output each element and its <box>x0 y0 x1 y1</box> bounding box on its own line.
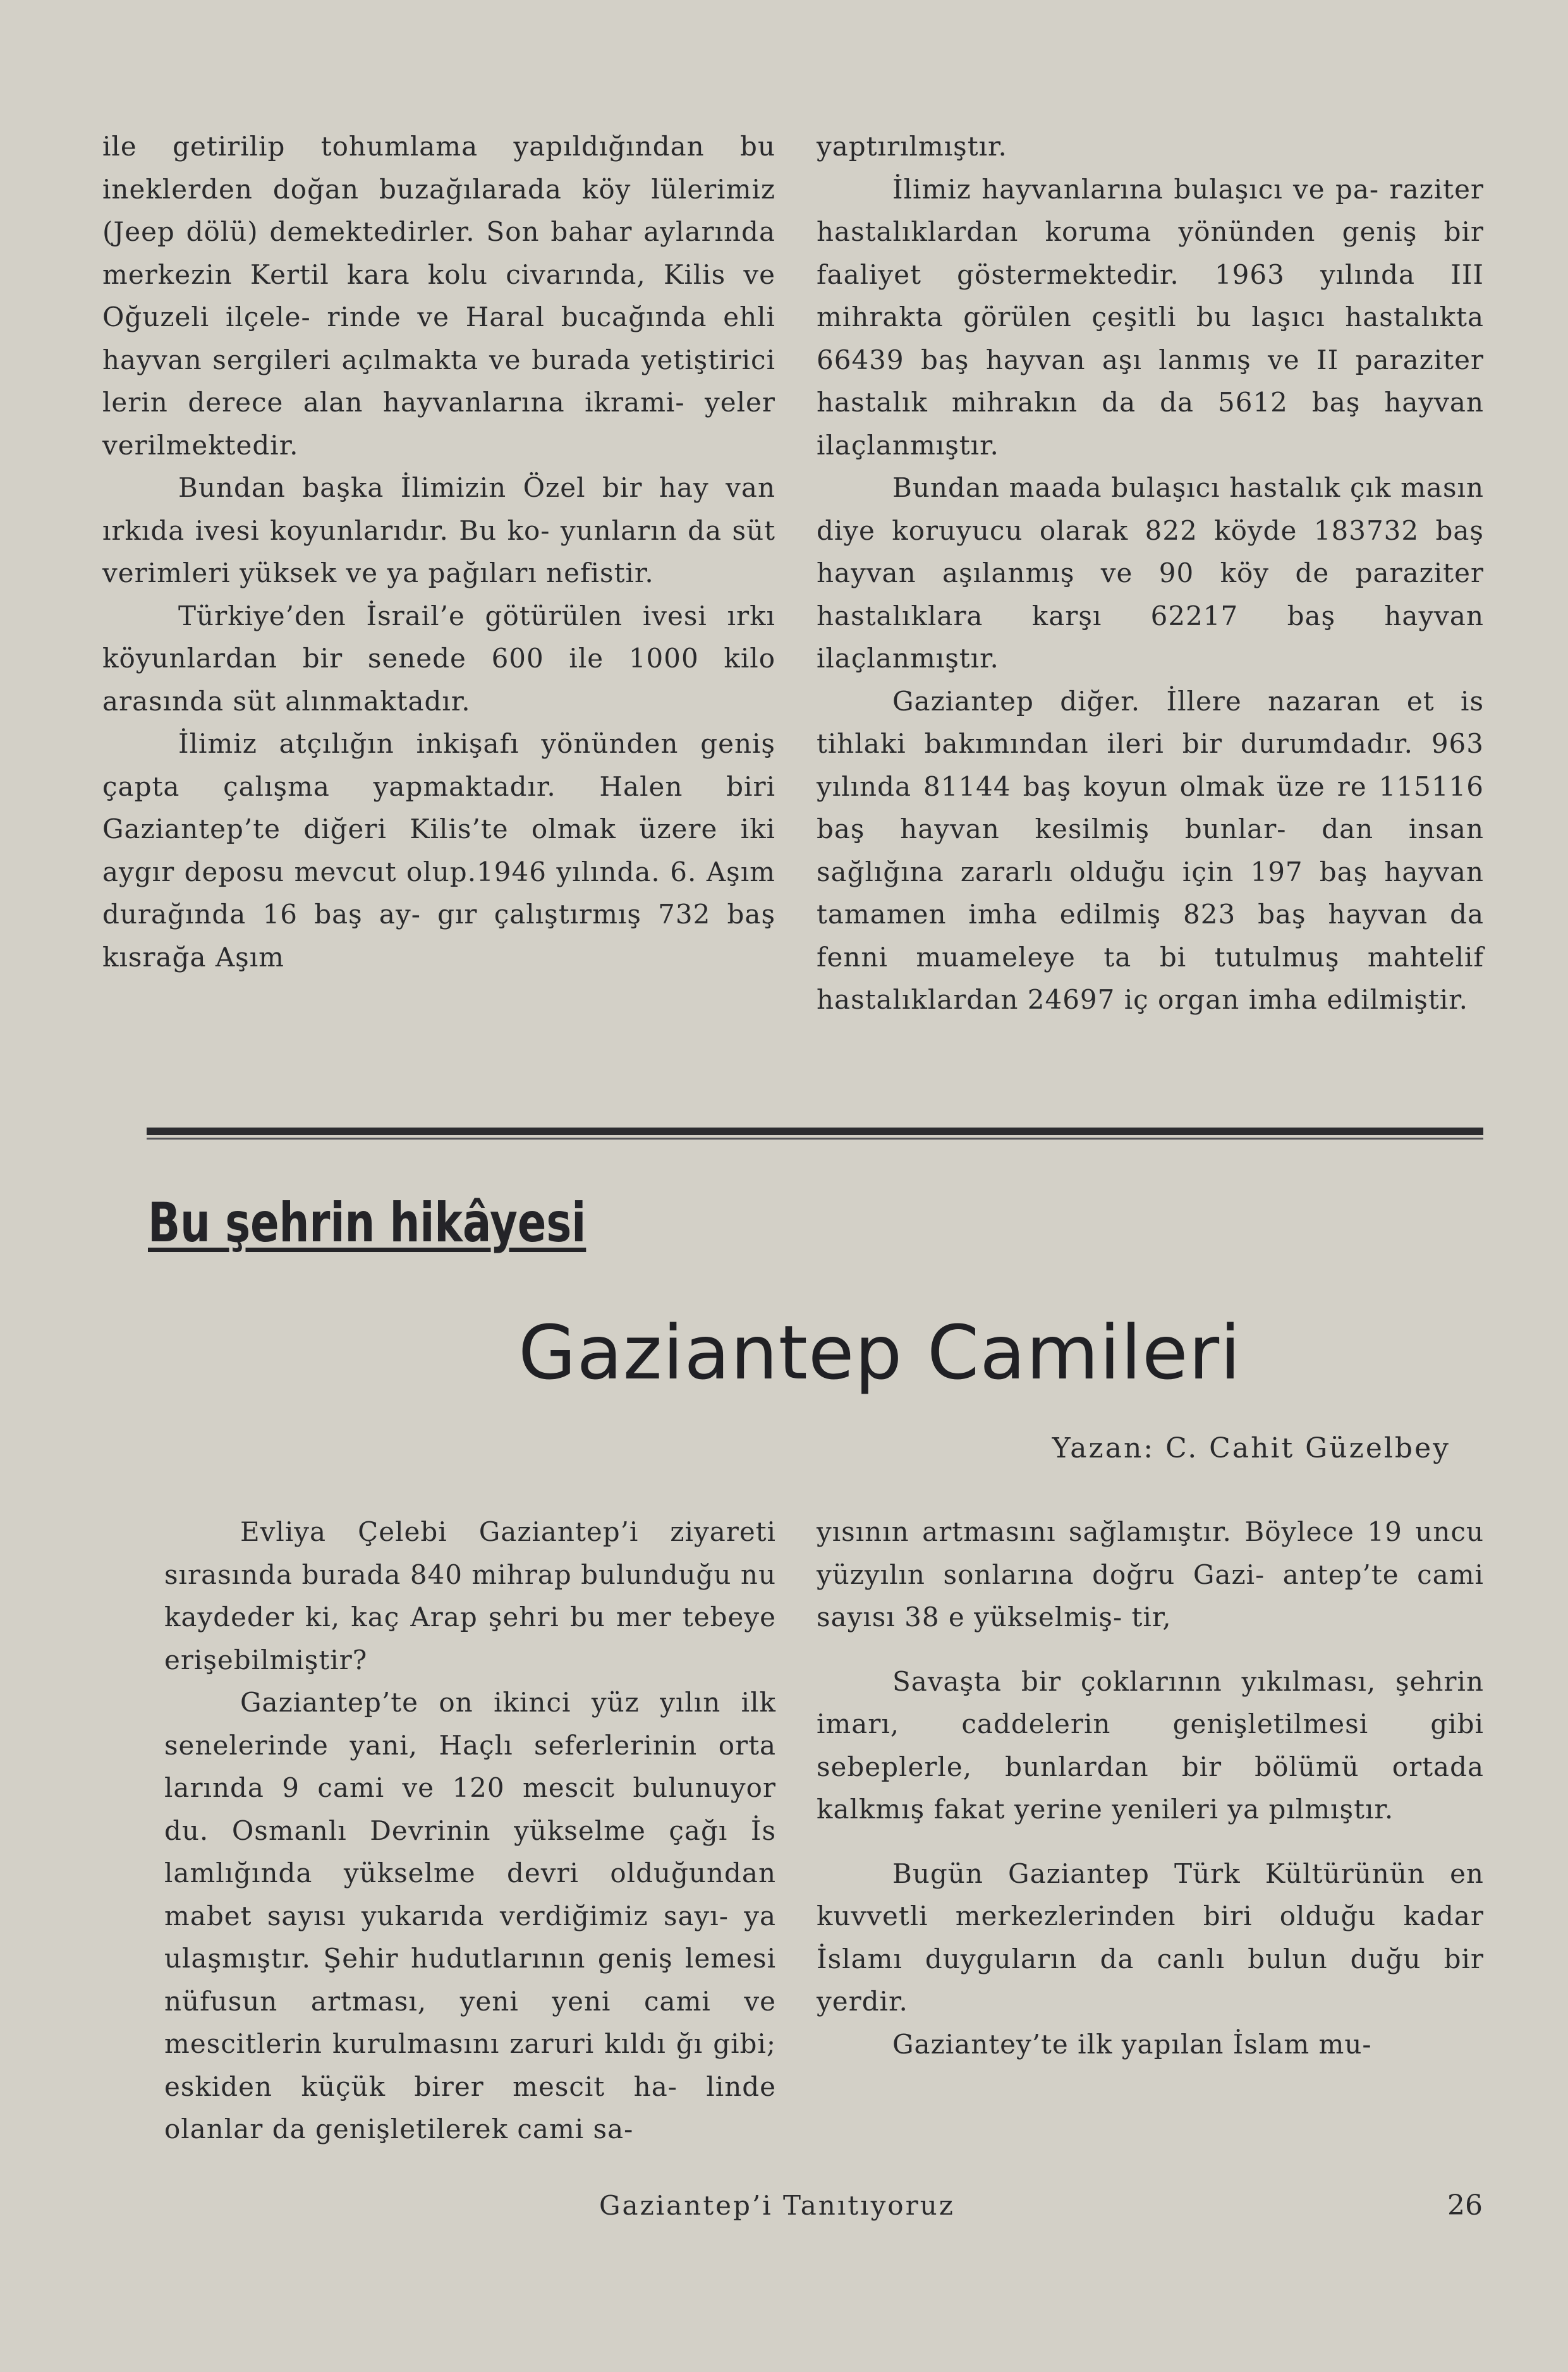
page-number: 26 <box>1447 2189 1483 2222</box>
paragraph: Savaşta bir çoklarının yıkılması, şehrin imarı, caddelerin genişletilmesi gibi sebeplerle, bunlardan bir bölümü ortada kalkmış fakat yerine yenileri ya pılmıştır. <box>817 1665 1484 1825</box>
paragraph: Gaziantey’te ilk yapılan İslam mu- <box>892 2028 1372 2060</box>
paragraph: Bundan başka İlimizin Özel bir hay van ırkıda ivesi koyunlarıdır. Bu ko- yunların da süt verimleri yüksek ve ya pağıları nefistir. <box>102 472 775 588</box>
paragraph: İlimiz hayvanlarına bulaşıcı ve pa- raziter hastalıklardan koruma yönünden geniş bir faaliyet göstermektedir. 1963 yılında III mihrakta görülen çeşitli bu laşıcı hastalıkta 66439 baş hayvan aşı lanmış ve II paraziter hastalık mihrakın da da 5612 baş hayvan ilaçlanmıştır. <box>817 173 1484 461</box>
top-right-column <box>817 125 1484 1021</box>
paragraph: İlimiz atçılığın inkişafı yönünden geniş çapta çalışma yapmaktadır. Halen biri Gaziantep’te diğeri Kilis’te olmak üzere iki aygır deposu mevcut olup.1946 yılında. 6. Aşım durağında 16 baş ay- gır çalıştırmış 732 baş kısrağa Aşım <box>102 728 775 973</box>
section-divider <box>147 1128 1483 1135</box>
article-title: Gaziantep Camileri <box>518 1309 1241 1396</box>
paragraph: Türkiye’den İsrail’e götürülen ivesi ırkı köyunlardan bir senede 600 ile 1000 kilo arasında süt alınmaktadır. <box>102 600 775 717</box>
paragraph: ile getirilip tohumlama yapıldığından bu ineklerden doğan buzağılarada köy lülerimiz (Jeep dölü) demektedirler. Son bahar aylarında merkezin Kertil kara kolu civarında, Kilis ve Oğuzeli ilçele- rinde ve Haral bucağında ehli hayvan sergileri açılmakta ve burada yetiştirici lerin derece alan hayvanlarına ikrami- yeler verilmektedir. <box>102 131 775 461</box>
paragraph: Bugün Gaziantep Türk Kültürünün en kuvvetli merkezlerinden biri olduğu kadar İslamı duyguların da canlı bulun duğu bir yerdir. <box>817 1858 1484 2017</box>
paragraph: yısının artmasını sağlamıştır. Böylece 19 uncu yüzyılın sonlarına doğru Gazi- antep’te cami sayısı 38 e yükselmiş- tir, <box>817 1516 1484 1633</box>
top-left-column <box>102 125 775 978</box>
footer-publication-title: Gaziantep’i Tanıtıyoruz <box>599 2190 955 2221</box>
author-byline: Yazan: C. Cahit Güzelbey <box>1052 1432 1450 1464</box>
paragraph: Evliya Çelebi Gaziantep’i ziyareti sırasında burada 840 mihrap bulunduğu nu kaydeder ki, kaç Arap şehri bu mer tebeye erişebilmiştir? <box>164 1516 776 1676</box>
section-label: Bu şehrin hikâyesi <box>148 1191 586 1255</box>
bottom-left-column <box>164 1511 776 2151</box>
paragraph: Gaziantep’te on ikinci yüz yılın ilk senelerinde yani, Haçlı seferlerinin orta larında 9 cami ve 120 mescit bulunuyor du. Osmanlı Devrinin yükselme çağı İs lamlığında yükselme devri olduğundan mabet sayısı yukarıda verdiğimiz sayı- ya ulaşmıştır. Şehir hudutlarının geniş lemesi nüfusun artması, yeni yeni cami ve mescitlerin kurulmasını zaruri kıldı ğı gibi; eskiden küçük birer mescit ha- linde olanlar da genişletilerek cami sa- <box>164 1687 776 2144</box>
paragraph: Bundan maada bulaşıcı hastalık çık masın diye koruyucu olarak 822 köyde 183732 baş hayvan aşılanmış ve 90 köy de paraziter hastalıklara karşı 62217 baş hayvan ilaçlanmıştır. <box>817 472 1484 674</box>
paragraph: yaptırılmıştır. <box>817 131 1007 162</box>
bottom-right-column <box>817 1511 1484 2065</box>
section-divider-thin <box>147 1138 1483 1140</box>
paragraph: Gaziantep diğer. İllere nazaran et is tihlaki bakımından ileri bir durumdadır. 963 yılında 81144 baş koyun olmak üze re 115116 baş hayvan kesilmiş bunlar- dan insan sağlığına zararlı olduğu için 197 baş hayvan tamamen imha edilmiş 823 baş hayvan da fenni muameleye ta bi tutulmuş mahtelif hastalıklardan 24697 iç organ imha edilmiştir. <box>817 685 1484 1015</box>
